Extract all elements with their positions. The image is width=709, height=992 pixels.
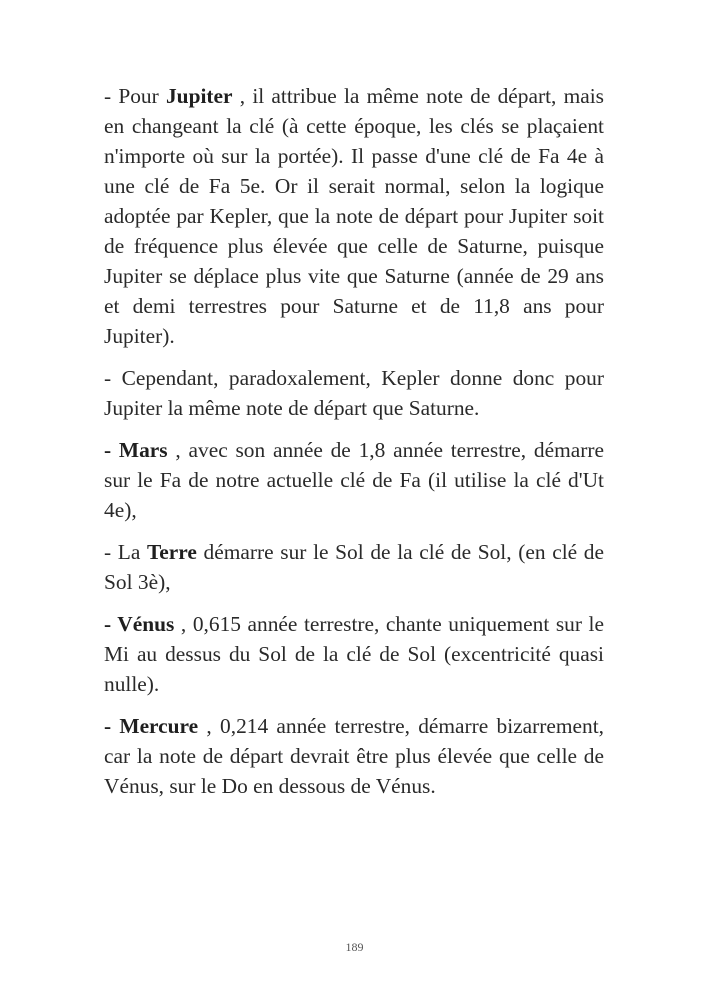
planet-name-mercure: - Mercure <box>104 714 199 738</box>
planet-name-mars: - Mars <box>104 438 168 462</box>
paragraph-mars <box>104 435 604 525</box>
text-segment: - Cependant, paradoxalement, Kepler donne donc pour Jupiter la même note de départ que Saturne. <box>104 366 604 420</box>
text-segment: , il attribue la même note de départ, mais en changeant la clé (à cette époque, les clés se plaçaient n'importe où sur la portée). Il passe d'une clé de Fa 4e à une clé de Fa 5e. Or il serait normal, selon la logique adoptée par Kepler, que la note de départ pour Jupiter soit de fréquence plus élevée que celle de Saturne, puisque Jupiter se déplace plus vite que Saturne (année de 29 ans et demi terrestres pour Saturne et de 11,8 ans pour Jupiter). <box>104 84 604 348</box>
planet-name-venus: - Vénus <box>104 612 175 636</box>
planet-name-jupiter: Jupiter <box>165 84 233 108</box>
text-segment: , 0,214 année terrestre, démarre bizarrement, car la note de départ devrait être plus élevée que celle de Vénus, sur le Do en dessous de Vénus. <box>104 714 604 798</box>
text-segment: , 0,615 année terrestre, chante uniquement sur le Mi au dessus du Sol de la clé de Sol (excentricité quasi nulle). <box>104 612 604 696</box>
paragraph-mercure <box>104 711 604 801</box>
paragraph-jupiter <box>104 81 604 351</box>
text-segment: , avec son année de 1,8 année terrestre, démarre sur le Fa de notre actuelle clé de Fa (il utilise la clé d'Ut 4e), <box>104 438 604 522</box>
page-body <box>104 81 604 813</box>
text-segment: - La <box>104 540 147 564</box>
paragraph-terre <box>104 537 604 597</box>
text-segment: - Pour <box>104 84 166 108</box>
planet-name-terre: Terre <box>147 540 197 564</box>
paragraph-cependant <box>104 363 604 423</box>
text-segment: démarre sur le Sol de la clé de Sol, (en clé de Sol 3è), <box>104 540 604 594</box>
page-number: 189 <box>345 940 364 954</box>
paragraph-venus <box>104 609 604 699</box>
